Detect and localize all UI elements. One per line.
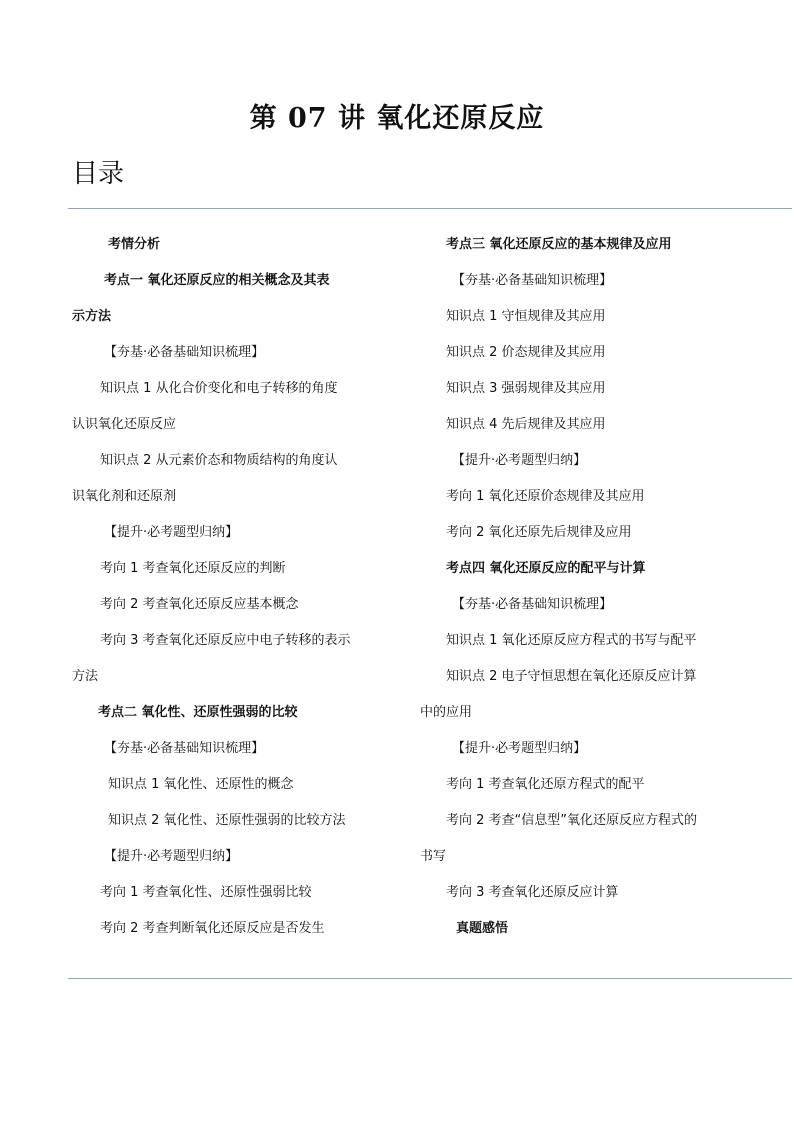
toc-entry[interactable]: 考点一 氧化还原反应的相关概念及其表 [104,273,330,288]
toc-entry[interactable]: 知识点 2 电子守恒思想在氧化还原反应计算 [446,669,697,684]
toc-entry[interactable]: 考向 3 考查氧化还原反应中电子转移的表示 [100,633,351,648]
toc-entry[interactable]: 考向 1 氧化还原价态规律及其应用 [446,489,645,504]
toc-entry[interactable]: 知识点 2 从元素价态和物质结构的角度认 [100,453,338,468]
toc-entry[interactable]: 考情分析 [108,237,161,252]
toc-entry[interactable]: 知识点 3 强弱规律及其应用 [446,381,606,396]
toc-left-column [72,233,382,953]
toc-entry[interactable]: 考向 2 考查“信息型”氧化还原反应方程式的 [446,813,698,828]
toc-entry[interactable]: 知识点 1 守恒规律及其应用 [446,309,606,324]
toc-entry[interactable]: 【提升·必考题型归纳】 [452,453,587,468]
toc-entry[interactable]: 考点四 氧化还原反应的配平与计算 [446,561,646,576]
toc-entry[interactable]: 考向 2 氧化还原先后规律及应用 [446,525,632,540]
toc-entry[interactable]: 考点二 氧化性、还原性强弱的比较 [98,705,298,720]
toc-entry[interactable]: 知识点 2 价态规律及其应用 [446,345,606,360]
toc-entry[interactable]: 知识点 2 氧化性、还原性强弱的比较方法 [108,813,346,828]
toc-entry[interactable]: 考向 1 考查氧化还原反应的判断 [100,561,286,576]
bottom-divider [68,978,792,979]
toc-entry[interactable]: 中的应用 [420,705,473,720]
toc-entry[interactable]: 考向 3 考查氧化还原反应计算 [446,885,619,900]
toc-entry[interactable]: 方法 [72,669,99,684]
toc-entry[interactable]: 【提升·必考题型归纳】 [104,525,239,540]
toc-entry[interactable]: 知识点 1 氧化还原反应方程式的书写与配平 [446,633,697,648]
toc-entry[interactable]: 考向 1 考查氧化性、还原性强弱比较 [100,885,312,900]
toc-entry[interactable]: 考点三 氧化还原反应的基本规律及应用 [446,237,672,252]
toc-entry[interactable]: 考向 1 考查氧化还原方程式的配平 [446,777,645,792]
toc-entry[interactable]: 【提升·必考题型归纳】 [104,849,239,864]
toc-entry[interactable]: 书写 [420,849,447,864]
toc-entry[interactable]: 考向 2 考查判断氧化还原反应是否发生 [100,921,325,936]
document-title: 第 07 讲 氧化还原反应 [249,103,545,134]
toc-heading: 目录 [72,159,125,189]
toc-entry[interactable]: 【夯基·必备基础知识梳理】 [104,741,265,756]
toc-entry[interactable]: 【夯基·必备基础知识梳理】 [452,597,613,612]
top-divider [68,208,792,209]
toc-entry[interactable]: 【夯基·必备基础知识梳理】 [452,273,613,288]
toc-entry[interactable]: 【提升·必考题型归纳】 [452,741,587,756]
toc-entry[interactable]: 考向 2 考查氧化还原反应基本概念 [100,597,299,612]
toc-entry[interactable]: 知识点 4 先后规律及其应用 [446,417,606,432]
toc-entry[interactable]: 知识点 1 从化合价变化和电子转移的角度 [100,381,338,396]
toc-entry[interactable]: 【夯基·必备基础知识梳理】 [104,345,265,360]
toc-entry[interactable]: 识氧化剂和还原剂 [72,489,177,504]
toc-right-column [420,233,740,953]
toc-entry[interactable]: 真题感悟 [456,921,509,936]
toc-entry[interactable]: 知识点 1 氧化性、还原性的概念 [108,777,294,792]
toc-entry[interactable]: 示方法 [72,309,112,324]
toc-entry[interactable]: 认识氧化还原反应 [72,417,177,432]
